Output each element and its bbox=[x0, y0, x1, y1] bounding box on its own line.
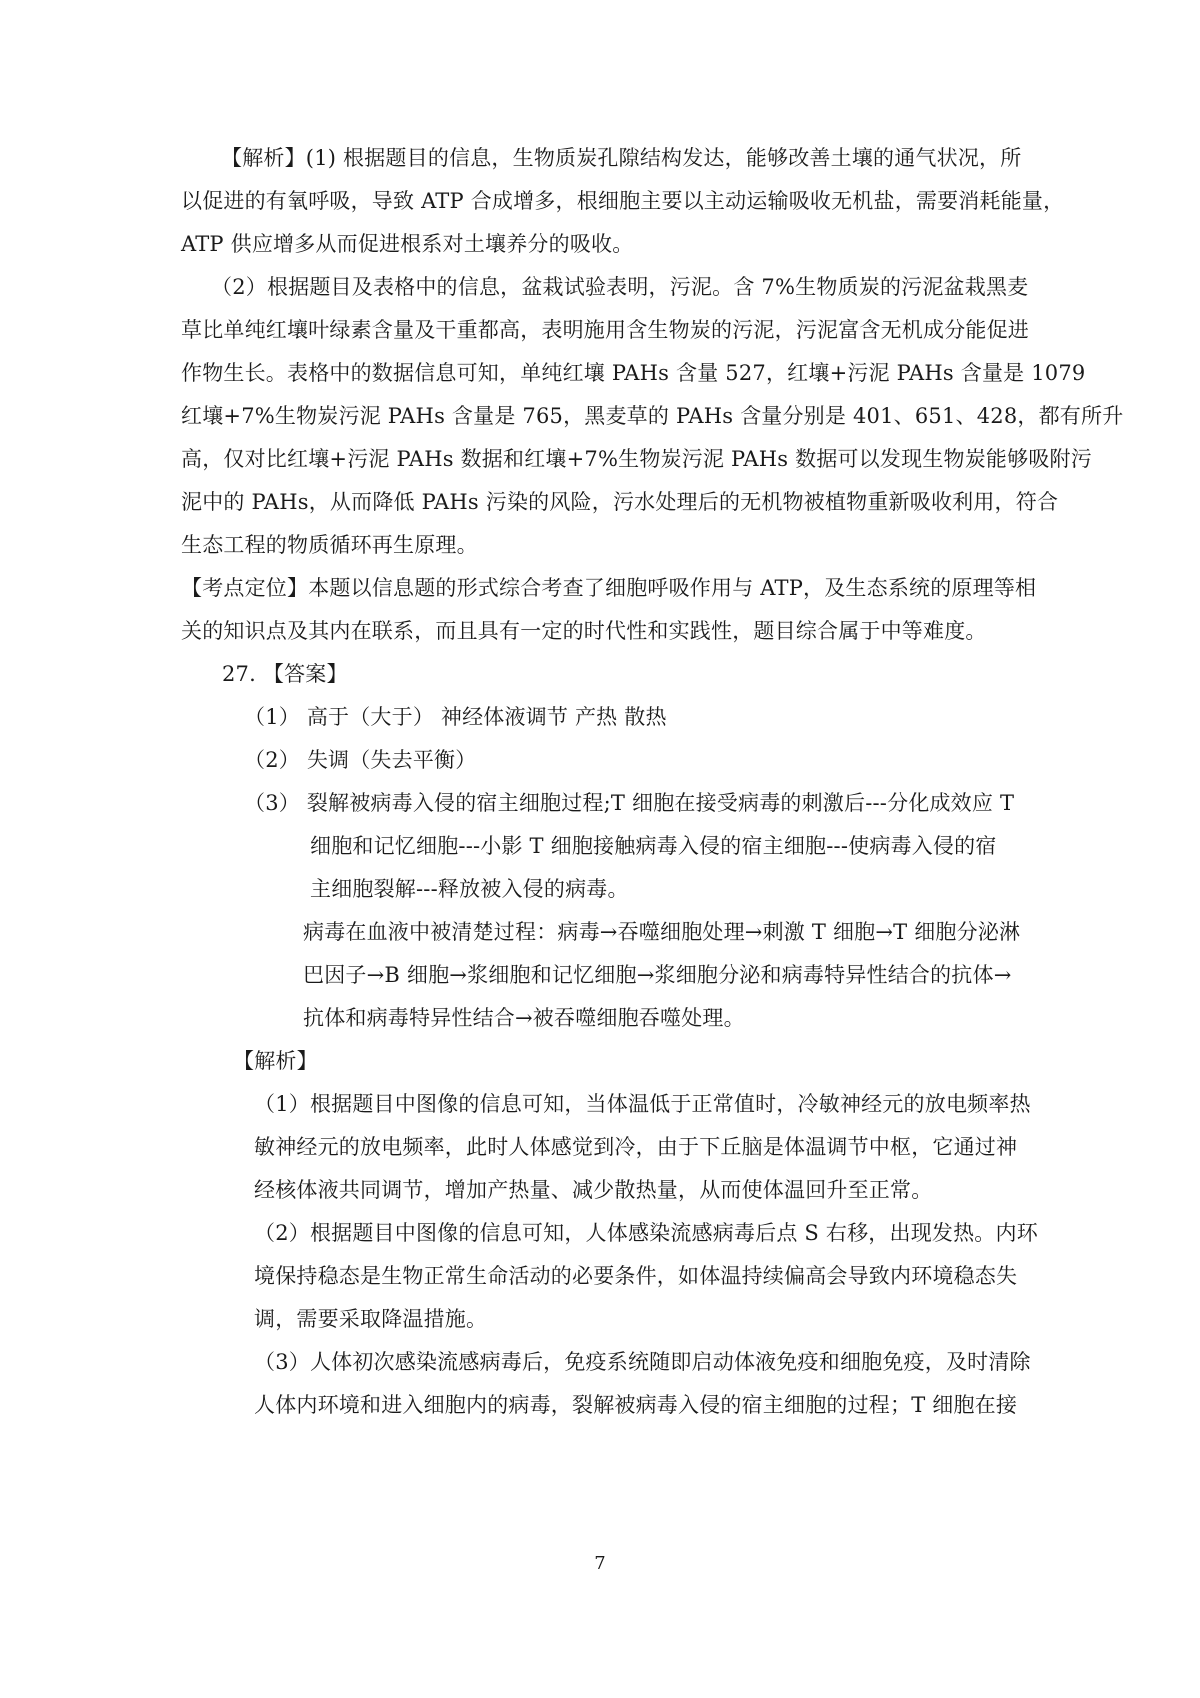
q27-answer-2: （2） 失调（失去平衡） bbox=[244, 748, 477, 772]
q27-answer-3-line1: （3） 裂解被病毒入侵的宿主细胞过程;T 细胞在接受病毒的刺激后---分化成效应 T bbox=[244, 791, 1015, 815]
q27-jiexi-3-line1: （3）人体初次感染流感病毒后，免疫系统随即启动体液免疫和细胞免疫，及时清除 bbox=[254, 1350, 1031, 1374]
analysis-26-p2-line5: 高，仅对比红壤+污泥 PAHs 数据和红壤+7%生物炭污泥 PAHs 数据可以发现生物炭能够吸附污 bbox=[181, 447, 1092, 471]
analysis-26-p1-line3: ATP 供应增多从而促进根系对土壤养分的吸收。 bbox=[181, 232, 634, 256]
q27-answer-1: （1） 高于（大于） 神经体液调节 产热 散热 bbox=[244, 705, 667, 729]
q27-answer-3-line3: 主细胞裂解---释放被入侵的病毒。 bbox=[310, 877, 629, 901]
q27-jiexi-2-line3: 调，需要采取降温措施。 bbox=[254, 1307, 488, 1331]
analysis-26-p2-line1: （2）根据题目及表格中的信息，盆栽试验表明，污泥。含 7%生物质炭的污泥盆栽黑麦 bbox=[211, 275, 1029, 299]
q27-heading: 27. 【答案】 bbox=[222, 662, 348, 686]
q27-jiexi-heading: 【解析】 bbox=[233, 1049, 318, 1073]
q27-jiexi-2-line2: 境保持稳态是生物正常生命活动的必要条件，如体温持续偏高会导致内环境稳态失 bbox=[254, 1264, 1018, 1288]
q27-jiexi-2-line1: （2）根据题目中图像的信息可知，人体感染流感病毒后点 S 右移，出现发热。内环 bbox=[254, 1221, 1038, 1245]
analysis-26-p1-line2: 以促进的有氧呼吸，导致 ATP 合成增多，根细胞主要以主动运输吸收无机盐，需要消耗能量， bbox=[181, 189, 1065, 213]
analysis-26-p2-line6: 泥中的 PAHs，从而降低 PAHs 污染的风险，污水处理后的无机物被植物重新吸收利用，符合 bbox=[181, 490, 1059, 514]
kaodian-line1: 【考点定位】本题以信息题的形式综合考查了细胞呼吸作用与 ATP，及生态系统的原理等相 bbox=[181, 576, 1037, 600]
q27-answer-3b-line3: 抗体和病毒特异性结合→被吞噬细胞吞噬处理。 bbox=[303, 1006, 745, 1030]
page-number: 7 bbox=[594, 1553, 606, 1574]
analysis-26-p1-line1: 【解析】(1) 根据题目的信息，生物质炭孔隙结构发达，能够改善土壤的通气状况，所 bbox=[221, 146, 1022, 170]
q27-answer-3-line2: 细胞和记忆细胞---小影 T 细胞接触病毒入侵的宿主细胞---使病毒入侵的宿 bbox=[310, 834, 997, 858]
analysis-26-p2-line4: 红壤+7%生物炭污泥 PAHs 含量是 765，黑麦草的 PAHs 含量分别是 401、651、428，都有所升 bbox=[181, 404, 1124, 428]
analysis-26-p2-line2: 草比单纯红壤叶绿素含量及干重都高，表明施用含生物炭的污泥，污泥富含无机成分能促进 bbox=[181, 318, 1029, 342]
kaodian-line2: 关的知识点及其内在联系，而且具有一定的时代性和实践性，题目综合属于中等难度。 bbox=[181, 619, 987, 643]
analysis-26-p2-line3: 作物生长。表格中的数据信息可知，单纯红壤 PAHs 含量 527，红壤+污泥 PAHs 含量是 1079 bbox=[181, 361, 1086, 385]
q27-jiexi-1-line3: 经核体液共同调节，增加产热量、减少散热量，从而使体温回升至正常。 bbox=[254, 1178, 933, 1202]
q27-answer-3b-line2: 巴因子→B 细胞→浆细胞和记忆细胞→浆细胞分泌和病毒特异性结合的抗体→ bbox=[303, 963, 1012, 987]
q27-jiexi-1-line2: 敏神经元的放电频率，此时人体感觉到冷，由于下丘脑是体温调节中枢，它通过神 bbox=[254, 1135, 1018, 1159]
analysis-26-p2-line7: 生态工程的物质循环再生原理。 bbox=[181, 533, 478, 557]
q27-jiexi-1-line1: （1）根据题目中图像的信息可知，当体温低于正常值时，冷敏神经元的放电频率热 bbox=[254, 1092, 1031, 1116]
q27-jiexi-3-line2: 人体内环境和进入细胞内的病毒，裂解被病毒入侵的宿主细胞的过程；T 细胞在接 bbox=[254, 1393, 1018, 1417]
q27-answer-3b-line1: 病毒在血液中被清楚过程：病毒→吞噬细胞处理→刺激 T 细胞→T 细胞分泌淋 bbox=[303, 920, 1021, 944]
